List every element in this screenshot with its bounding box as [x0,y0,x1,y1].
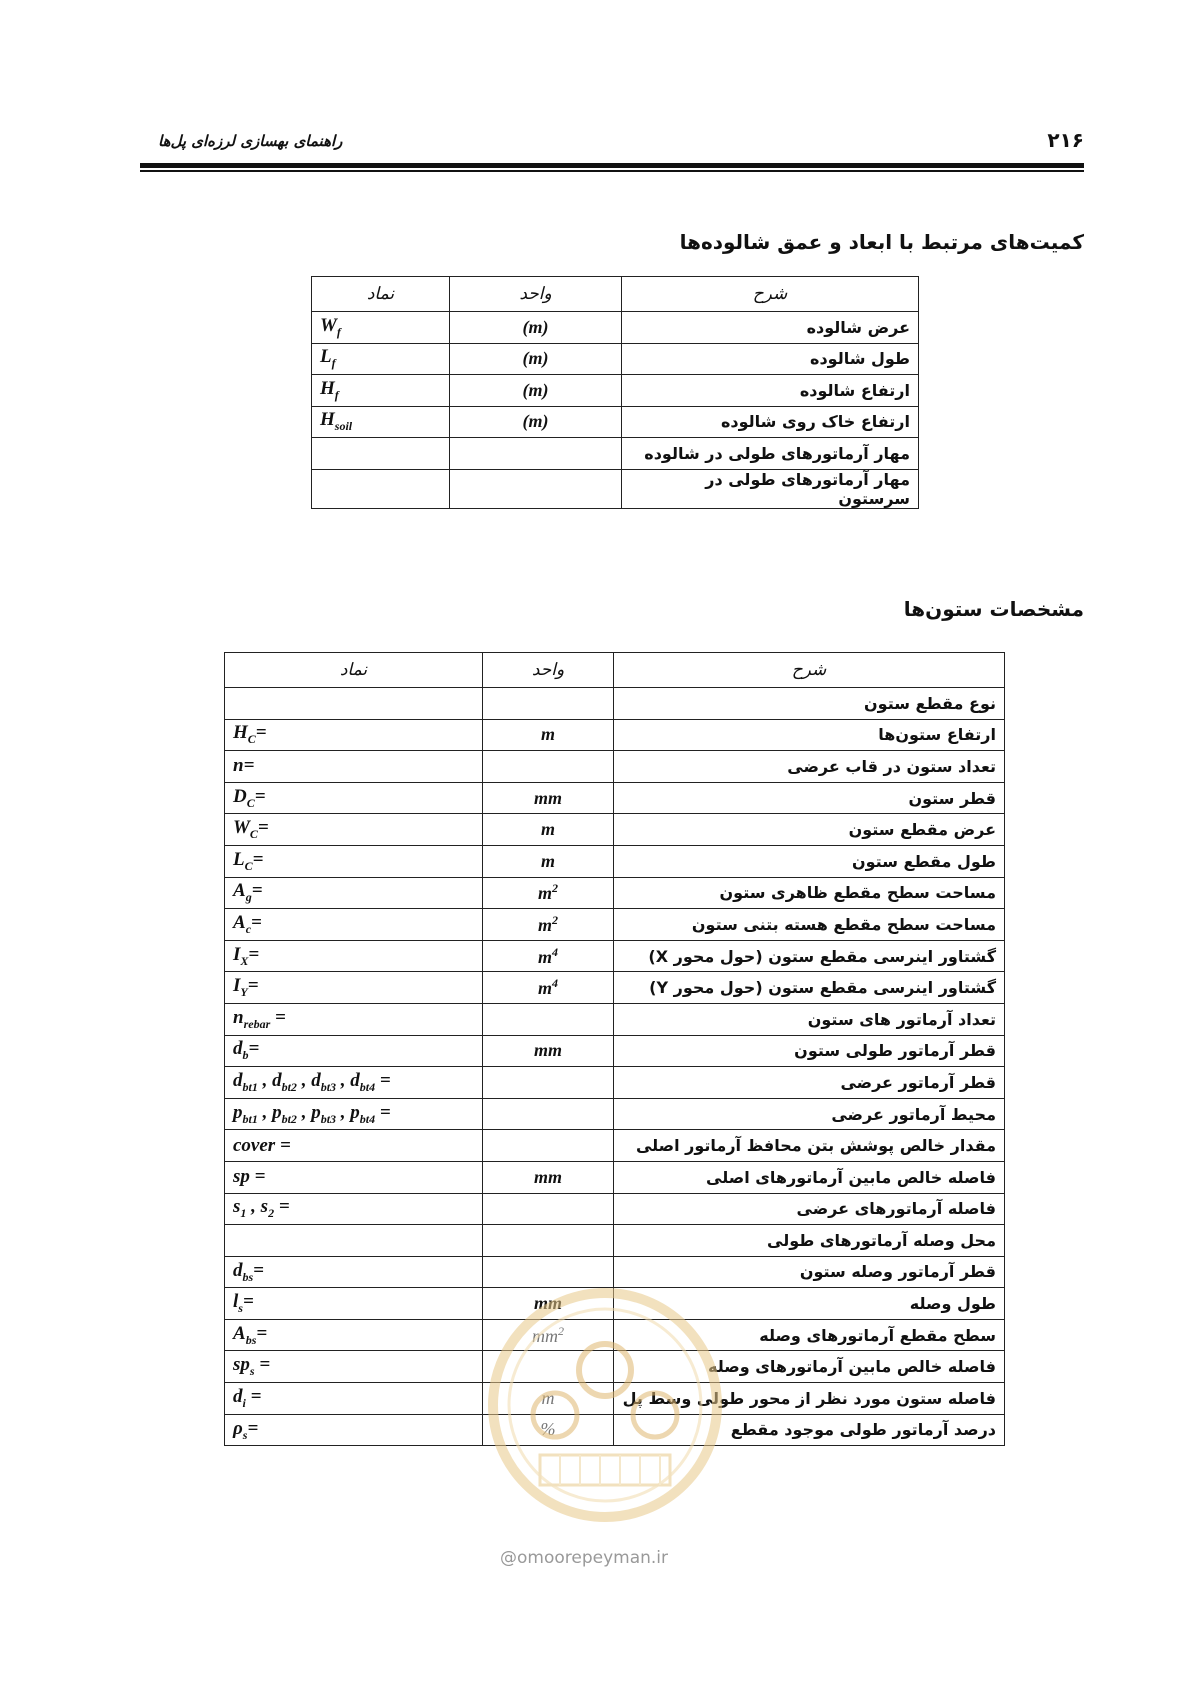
description-cell: عرض مقطع ستون [614,814,1005,846]
unit-cell [450,469,622,508]
unit-cell: mm [483,782,614,814]
table-row [312,343,919,375]
symbol-cell: $n_{rebar}$ = [225,1003,483,1035]
symbol-cell: $W_C=$ [225,814,483,846]
symbol-subscript: c [245,921,252,936]
table-row [312,375,919,407]
symbol-cell [312,438,450,470]
unit-cell: % [483,1414,614,1446]
symbol-main: A [233,880,246,902]
description-cell: ارتفاع شالوده [622,375,919,407]
table-row [225,909,1005,941]
table-row [225,1035,1005,1067]
header-rule-thin [140,170,1084,172]
unit-cell: mm [483,1288,614,1320]
description-cell: تعداد آرماتور های ستون [614,1003,1005,1035]
table-row [225,688,1005,720]
table-row [225,1067,1005,1099]
symbol-cell [312,312,450,344]
table-row [225,814,1005,846]
symbol-cell: $d_{bs}=$ [225,1256,483,1288]
symbol-main: A [233,1322,246,1344]
description-cell: قطر آرماتور وصله ستون [614,1256,1005,1288]
table-row [225,972,1005,1004]
unit-cell: mm [483,1035,614,1067]
symbol-cell [225,1130,483,1162]
table-row [225,719,1005,751]
symbol-subscript: f [336,324,341,339]
symbol-main: cover = [233,1134,291,1156]
unit-cell [483,751,614,783]
symbol-cell [312,343,450,375]
description-cell: طول مقطع ستون [614,845,1005,877]
table-row [225,940,1005,972]
column-header-symbol: نماد [225,653,483,688]
symbol-subscript: f [331,356,336,371]
symbol-main: W [320,314,337,336]
table-row [312,469,919,508]
unit-cell [450,438,622,470]
watermark-seal-icon [485,1285,725,1525]
symbol-cell: $I_X=$ [225,940,483,972]
table-row [312,438,919,470]
symbol-cell: $s_1$ , $s_2$ = [225,1193,483,1225]
description-cell: فاصله آرماتورهای عرضی [614,1193,1005,1225]
symbol-subscript: C [249,827,258,842]
symbol-cell [225,751,483,783]
symbol-cell: $d_{bt1}$ , $d_{bt2}$ , $d_{bt3}$ , $d_{bt4}$ = [225,1067,483,1099]
symbol-cell: $l_s=$ [225,1288,483,1320]
unit-cell [483,1003,614,1035]
symbol-main: sp = [233,1166,266,1188]
unit-cell: (m) [450,406,622,438]
symbol-cell: $H_C=$ [225,719,483,751]
symbol-cell: $A_{bs}=$ [225,1319,483,1351]
symbol-main: A [233,912,246,934]
symbol-cell: $sp_s$ = [225,1351,483,1383]
description-cell: نوع مقطع ستون [614,688,1005,720]
section-title-columns: مشخصات ستون‌ها [903,597,1084,621]
table-row [225,1193,1005,1225]
symbol-cell: $D_C=$ [225,782,483,814]
column-header-description: شرح [622,277,919,312]
page-number: ۲۱۶ [1047,128,1084,152]
column-header-description: شرح [614,653,1005,688]
description-cell: طول شالوده [622,343,919,375]
symbol-main: I [233,943,241,965]
symbol-cell: $p_{bt1}$ , $p_{bt2}$ , $p_{bt3}$ , $p_{bt4}$ = [225,1098,483,1130]
symbol-subscript: Y [240,985,248,1000]
unit-cell: $mm^2$ [483,1319,614,1351]
description-cell: مساحت سطح مقطع ظاهری ستون [614,877,1005,909]
symbol-main: d [233,1385,243,1407]
symbol-subscript: C [246,795,255,810]
symbol-cell: $I_Y=$ [225,972,483,1004]
symbol-subscript: C [247,732,256,747]
table-row [225,1003,1005,1035]
description-cell: مقدار خالص پوشش بتن محافظ آرماتور اصلی [614,1130,1005,1162]
symbol-main: H [320,377,335,399]
symbol-main: sp [233,1354,250,1376]
symbol-cell [312,469,450,508]
section-title-foundations: کمیت‌های مرتبط با ابعاد و عمق شالوده‌ها [679,230,1084,254]
table-row [225,1098,1005,1130]
foundation-quantities-table [311,276,919,509]
symbol-subscript: s [242,1427,248,1442]
description-cell: گشتاور اینرسی مقطع ستون (حول محور X) [614,940,1005,972]
unit-cell: $m^2$ [483,877,614,909]
symbol-subscript: g [245,890,252,905]
description-cell: ارتفاع خاک روی شالوده [622,406,919,438]
symbol-cell: $d_b=$ [225,1035,483,1067]
column-header-unit: واحد [450,277,622,312]
symbol-subscript: C [244,858,253,873]
unit-cell [483,1130,614,1162]
unit-cell: $m^4$ [483,972,614,1004]
symbol-main: D [233,785,247,807]
table-row [225,1225,1005,1257]
symbol-subscript: X [240,953,249,968]
symbol-cell: $d_i$ = [225,1383,483,1415]
table-header-row [225,653,1005,688]
page-header [140,128,1084,158]
table-row [225,1161,1005,1193]
description-cell: عرض شالوده [622,312,919,344]
header-rule-thick [140,163,1084,168]
description-cell: قطر آرماتور طولی ستون [614,1035,1005,1067]
description-cell: ارتفاع ستون‌ها [614,719,1005,751]
unit-cell [483,1225,614,1257]
table-row [225,877,1005,909]
symbol-main: L [233,848,245,870]
symbol-subscript: bs [242,1269,254,1284]
symbol-cell [225,1225,483,1257]
symbol-main: l [233,1291,239,1313]
unit-cell: m [483,814,614,846]
symbol-subscript: soil [334,419,353,434]
unit-cell [483,1256,614,1288]
symbol-subscript: bs [245,1332,257,1347]
symbol-main: n= [233,755,255,777]
unit-cell [483,1067,614,1099]
description-cell: طول وصله [614,1288,1005,1320]
description-cell: قطر آرماتور عرضی [614,1067,1005,1099]
symbol-cell: $\rho_s=$ [225,1414,483,1446]
unit-cell: $m^2$ [483,909,614,941]
unit-cell: m [483,845,614,877]
description-cell: مهار آرماتورهای طولی در شالوده [622,438,919,470]
symbol-subscript: b [242,1048,249,1063]
symbol-main: H [233,722,248,744]
description-cell: فاصله ستون مورد نظر از محور طولی وسط پل [614,1383,1005,1415]
unit-cell [483,1193,614,1225]
table-row [225,1256,1005,1288]
unit-cell [483,1098,614,1130]
watermark-text: @omoorepeyman.ir [500,1548,669,1568]
description-cell: محیط آرماتور عرضی [614,1098,1005,1130]
symbol-subscript: rebar [243,1016,271,1031]
symbol-cell: $A_c=$ [225,909,483,941]
description-cell: سطح مقطع آرماتورهای وصله [614,1319,1005,1351]
description-cell: گشتاور اینرسی مقطع ستون (حول محور Y) [614,972,1005,1004]
description-cell: مساحت سطح مقطع هسته بتنی ستون [614,909,1005,941]
unit-cell: (m) [450,312,622,344]
symbol-cell [225,688,483,720]
description-cell: درصد آرماتور طولی موجود مقطع [614,1414,1005,1446]
description-cell: مهار آرماتورهای طولی در سرستون [622,469,919,508]
unit-cell: m [483,719,614,751]
symbol-cell: $A_g=$ [225,877,483,909]
unit-cell: (m) [450,375,622,407]
symbol-main: I [233,975,241,997]
symbol-cell [312,406,450,438]
column-header-symbol: نماد [312,277,450,312]
description-cell: محل وصله آرماتورهای طولی [614,1225,1005,1257]
unit-cell: (m) [450,343,622,375]
table-row [312,312,919,344]
description-cell: قطر ستون [614,782,1005,814]
book-title: راهنمای بهسازی لرزه‌ای پل‌ها [158,132,343,150]
symbol-cell [225,1161,483,1193]
unit-cell: $m^4$ [483,940,614,972]
column-header-unit: واحد [483,653,614,688]
unit-cell: m [483,1383,614,1415]
unit-cell: mm [483,1161,614,1193]
symbol-cell [312,375,450,407]
symbol-main: n [233,1006,244,1028]
symbol-cell: $L_C=$ [225,845,483,877]
description-cell: فاصله خالص مابین آرماتورهای اصلی [614,1161,1005,1193]
symbol-subscript: s [238,1300,243,1315]
description-cell: تعداد ستون در قاب عرضی [614,751,1005,783]
symbol-main: W [233,817,250,839]
symbol-main: d [233,1038,243,1060]
unit-cell [483,688,614,720]
symbol-main: d [233,1259,243,1281]
description-cell: فاصله خالص مابین آرماتورهای وصله [614,1351,1005,1383]
table-row [225,845,1005,877]
symbol-main: ρ [233,1417,243,1439]
symbol-subscript: i [242,1395,246,1410]
table-row [312,406,919,438]
symbol-subscript: s [249,1364,255,1379]
symbol-main: H [320,409,335,431]
table-row [225,782,1005,814]
symbol-main: L [320,346,332,368]
table-header-row [312,277,919,312]
table-row [225,1130,1005,1162]
symbol-subscript: f [334,387,339,402]
table-row [225,751,1005,783]
